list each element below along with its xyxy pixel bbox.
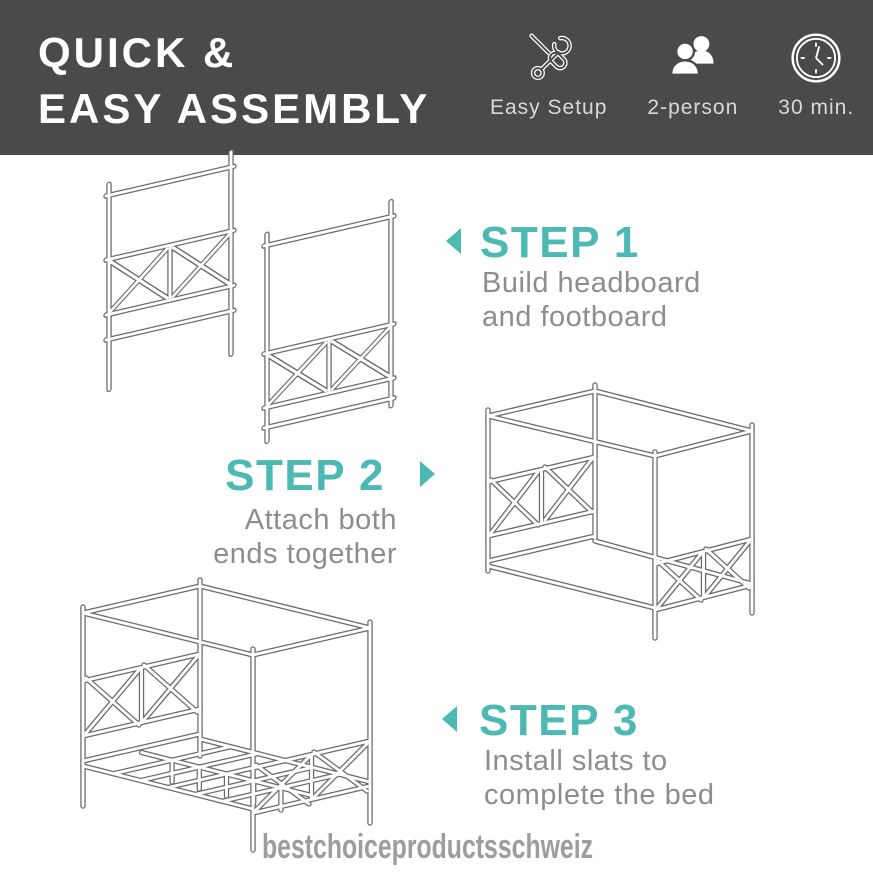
- tools-icon: [520, 28, 578, 88]
- clock-icon: [788, 28, 844, 88]
- feature-label: 30 min.: [778, 96, 855, 119]
- illustration-frame-attached: [450, 386, 870, 656]
- step-2-title: STEP 2: [225, 451, 385, 500]
- illustration-headboard-footboard: [58, 160, 418, 450]
- step-2-arrow-icon: [420, 461, 435, 487]
- feature-easy-setup: [490, 28, 607, 120]
- title-line-1: QUICK &: [38, 29, 237, 76]
- feature-list: [490, 28, 854, 120]
- step-3-title: STEP 3: [479, 696, 639, 745]
- step-1-arrow-icon: [446, 228, 461, 254]
- header-banner: [0, 0, 873, 155]
- feature-30-min: [778, 28, 854, 120]
- step-3-description: Install slats to complete the bed: [484, 745, 715, 811]
- brand-watermark: bestchoiceproductsschweiz: [262, 828, 594, 866]
- step-3-arrow-icon: [442, 706, 457, 732]
- page-title: [38, 25, 430, 137]
- feature-label: 2-person: [647, 96, 739, 119]
- title-line-2: EASY ASSEMBLY: [38, 85, 431, 132]
- step-1-description: Build headboard and footboard: [482, 267, 701, 333]
- people-icon: [665, 28, 721, 88]
- feature-two-person: [647, 28, 738, 120]
- step-1-title: STEP 1: [480, 218, 640, 267]
- step-2-description: Attach both ends together: [213, 504, 397, 570]
- feature-label: Easy Setup: [490, 96, 608, 119]
